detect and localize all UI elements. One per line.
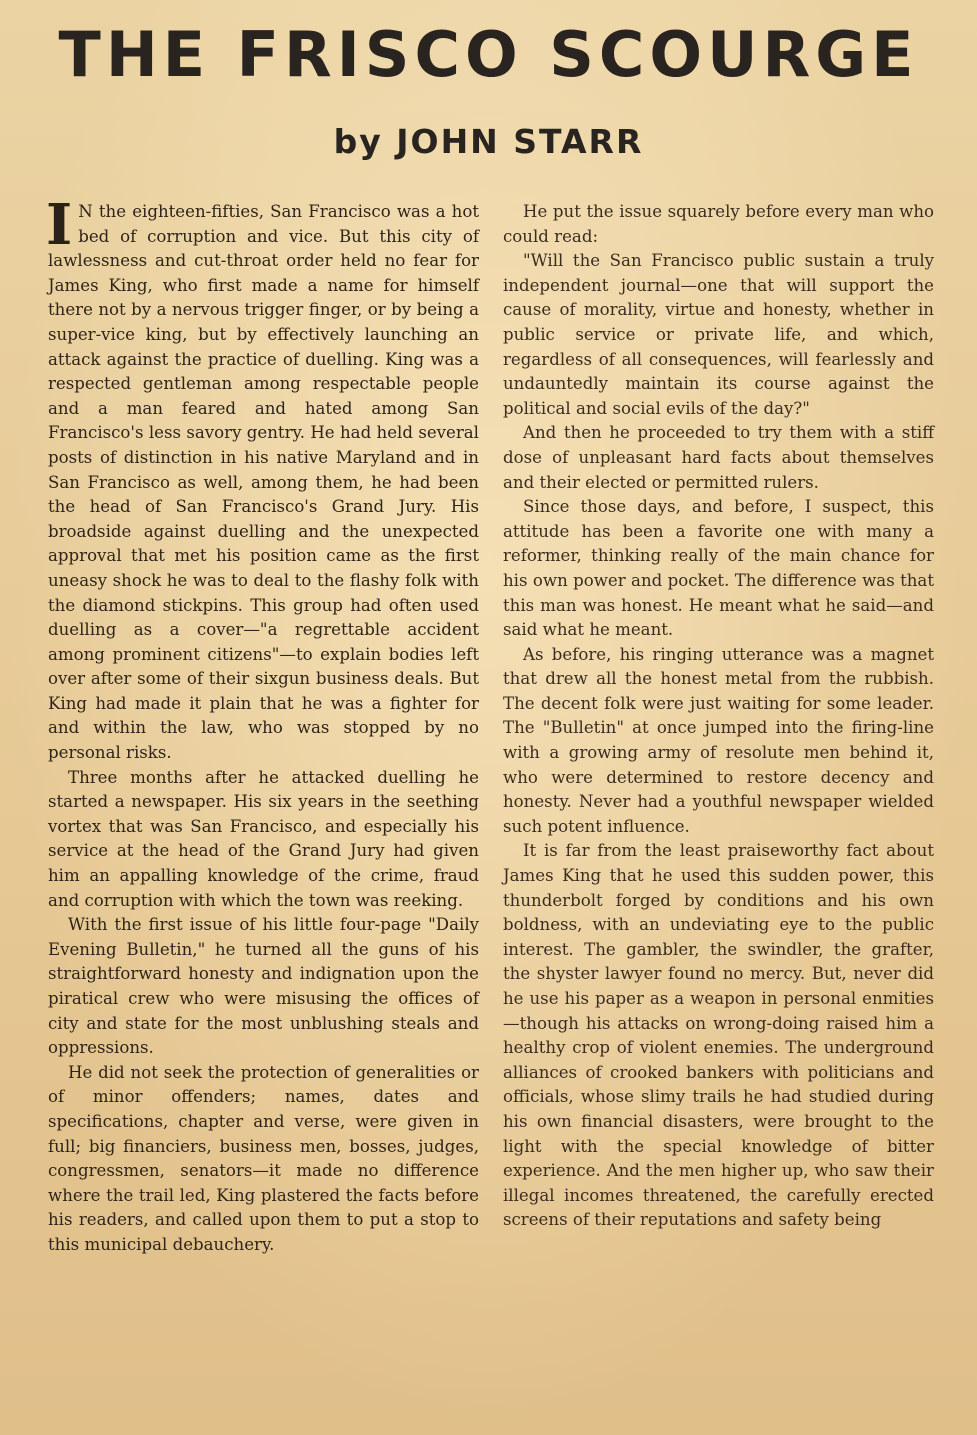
article-title: THE FRISCO SCOURGE bbox=[58, 18, 919, 91]
paragraph: He put the issue squarely before every man who could read: bbox=[503, 202, 934, 246]
paragraph: He did not seek the protection of generalities or of minor offenders; names, dates and specifications, chapter and verse, were given in full; big financiers, business men, bosses, judges, congressmen, senators—it made no difference where the trail led, King plastered the facts before his readers, and called upon them to put a stop to this municipal debauchery. bbox=[48, 1062, 479, 1254]
paragraph: And then he proceeded to try them with a stiff dose of unpleasant hard facts about themselves and their elected or permitted rulers. bbox=[503, 423, 934, 492]
left-column bbox=[46, 192, 479, 1258]
paragraph-text: N the eighteen-fifties, San Francisco was a hot bed of corruption and vice. But this city of lawlessness and cut-throat order held no fear for James King, who first made a name for himself there not by a nervous trigger finger, or by being a super-vice king, but by effectively launching an attack against the practice of duelling. King was a respected gentleman among respectable people and a man feared and hated among San Francisco's less savory gentry. He had held several posts of distinction in his native Maryland and in San Francisco as well, among them, he had been the head of San Francisco's Grand Jury. His broadside against duelling and the unexpected approval that met his position came as the first uneasy shock he was to deal to the flashy folk with the diamond stickpins. This group had often used duelling as a cover—"a regrettable accident among prominent citizens"—to explain bodies left over after some of their sixgun business deals. But King had made it plain that he was a fighter for and within the law, who was stopped by no personal risks. bbox=[48, 202, 479, 763]
paragraph: It is far from the least praiseworthy fact about James King that he used this sudden power, this thunderbolt forged by conditions and his own boldness, with an undeviating eye to the public interest. The gambler, the swindler, the grafter, the shyster lawyer found no mercy. But, never did he use his paper as a weapon in personal enmities—though his attacks on wrong-doing raised him a healthy crop of violent enemies. The underground alliances of crooked bankers with politicians and officials, whose slimy trails he had studied during his own financial disasters, were brought to the light with the special knowledge of bitter experience. And the men higher up, who saw their illegal incomes threatened, the carefully erected screens of their reputations and safety being bbox=[503, 841, 934, 1230]
paragraph: "Will the San Francisco public sustain a truly independent journal—one that will support the cause of morality, virtue and honesty, whether in public service or private life, and which, regardless of all consequences, will fearlessly and undauntedly maintain its course against the political and social evils of the day?" bbox=[503, 251, 934, 418]
paragraph: Three months after he attacked duelling he started a newspaper. His six years in the seething vortex that was San Francisco, and especially his service at the head of the Grand Jury had given him an appalling knowledge of the crime, fraud and corruption with which the town was reeking. bbox=[48, 767, 479, 910]
paragraph bbox=[46, 192, 479, 766]
article-byline: by JOHN STARR bbox=[333, 122, 644, 161]
drop-cap: I bbox=[46, 192, 73, 258]
paragraph: As before, his ringing utterance was a magnet that drew all the honest metal from the rubbish. The decent folk were just waiting for some leader. The "Bulletin" at once jumped into the firing-line with a growing army of resolute men behind it, who were determined to restore decency and honesty. Never had a youthful newspaper wielded such potent influence. bbox=[503, 644, 934, 836]
right-column bbox=[503, 200, 934, 1233]
paragraph: With the first issue of his little four-page "Daily Evening Bulletin," he turned all the guns of his straightforward honesty and indignation upon the piratical crew who were misusing the offices of city and state for the most unblushing steals and oppressions. bbox=[48, 915, 479, 1058]
paragraph: Since those days, and before, I suspect, this attitude has been a favorite one with many a reformer, thinking really of the main chance for his own power and pocket. The difference was that this man was honest. He meant what he said—and said what he meant. bbox=[503, 497, 934, 640]
